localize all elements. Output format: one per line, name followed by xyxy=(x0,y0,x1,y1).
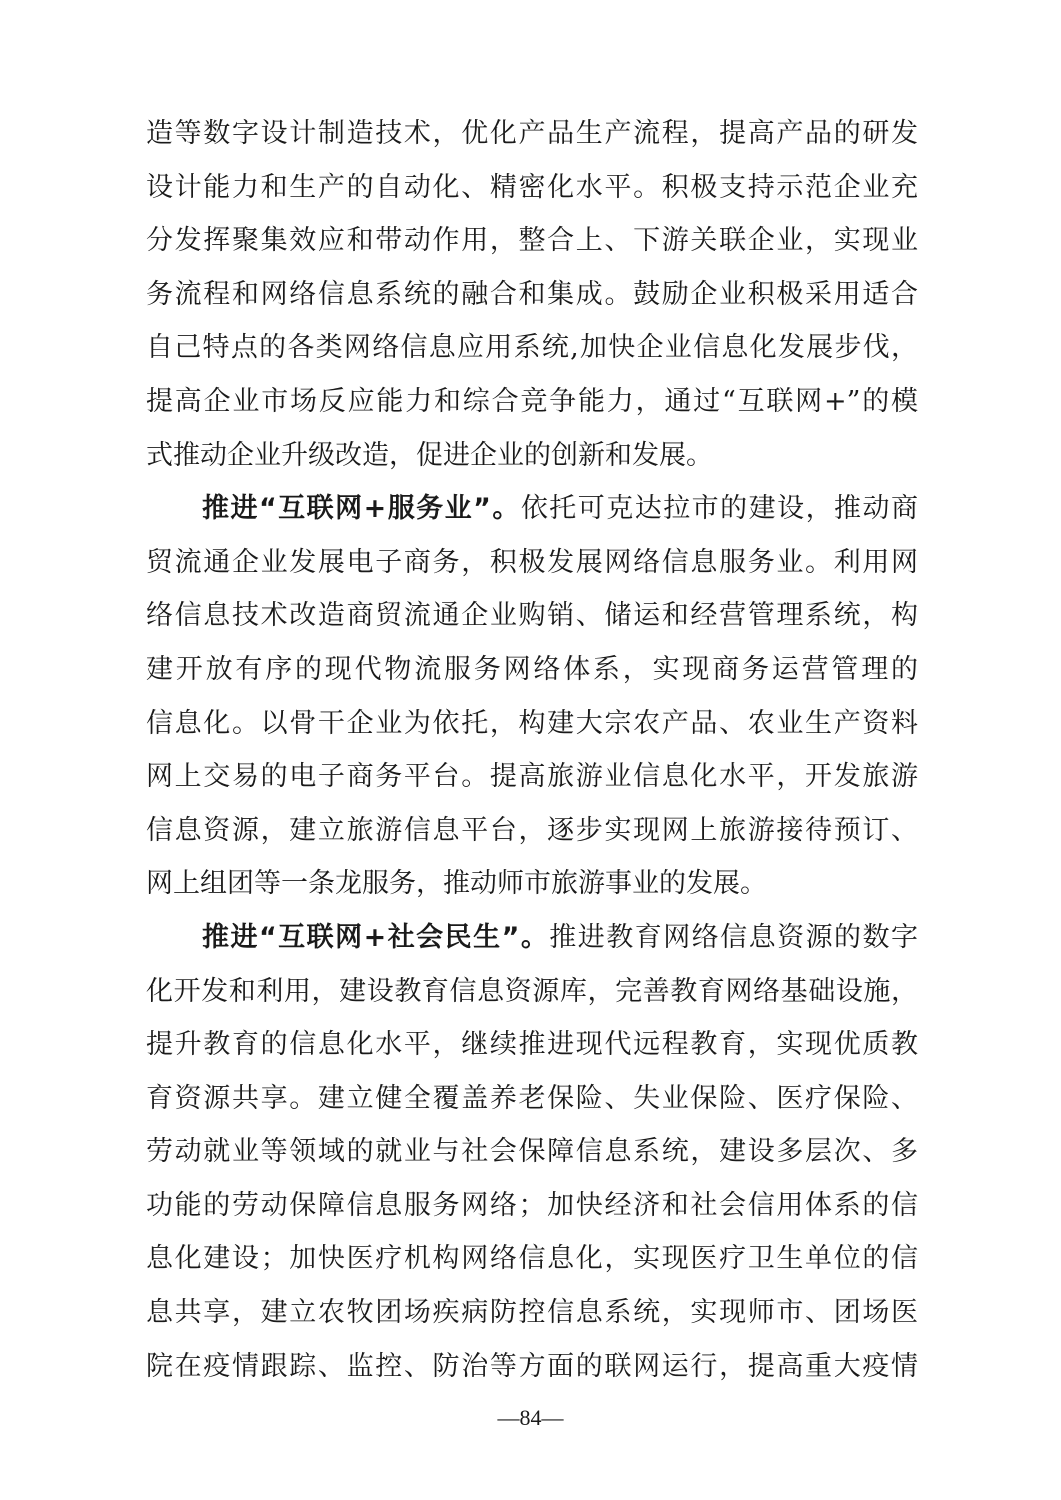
text-line: 网上交易的电子商务平台。提高旅游业信息化水平，开发旅游 xyxy=(146,761,918,793)
section-heading: 推进“互联网+服务业”。 xyxy=(202,493,521,525)
text-line xyxy=(146,911,918,965)
text-line: 建开放有序的现代物流服务网络体系，实现商务运营管理的 xyxy=(146,653,918,685)
text-line: 提升教育的信息化水平，继续推进现代远程教育，实现优质教 xyxy=(146,1029,918,1061)
text-line: 劳动就业等领域的就业与社会保障信息系统，建设多层次、多 xyxy=(146,1136,918,1168)
text-line: 络信息技术改造商贸流通企业购销、储运和经营管理系统，构 xyxy=(146,600,918,632)
paragraph-1 xyxy=(146,107,918,482)
text-line: 育资源共享。建立健全覆盖养老保险、失业保险、医疗保险、 xyxy=(146,1082,918,1114)
text-line: 信息资源，建立旅游信息平台，逐步实现网上旅游接待预订、 xyxy=(146,814,918,846)
paragraph-2 xyxy=(146,482,918,911)
text-line: 造等数字设计制造技术，优化产品生产流程，提高产品的研发 xyxy=(146,118,918,149)
text-line: 息共享，建立农牧团场疾病防控信息系统，实现师市、团场医 xyxy=(146,1297,918,1329)
text-line: 提高企业市场反应能力和综合竞争能力，通过“互联网+”的模 xyxy=(146,385,918,417)
text-line: 化开发和利用，建设教育信息资源库，完善教育网络基础设施， xyxy=(146,975,918,1007)
text-line: 息化建设；加快医疗机构网络信息化，实现医疗卫生单位的信 xyxy=(146,1243,918,1275)
text-line: 功能的劳动保障信息服务网络；加快经济和社会信用体系的信 xyxy=(146,1189,918,1221)
page-body xyxy=(146,107,918,1393)
text-run: 依托可克达拉市的建设，推动商 xyxy=(520,493,919,525)
text-line xyxy=(146,482,918,536)
text-line: 务流程和网络信息系统的融合和集成。鼓励企业积极采用适合 xyxy=(146,278,918,310)
text-line: 贸流通企业发展电子商务，积极发展网络信息服务业。利用网 xyxy=(146,546,918,578)
text-run: 推进教育网络信息资源的数字 xyxy=(549,921,918,953)
text-line: 院在疫情跟踪、监控、防治等方面的联网运行，提高重大疫情 xyxy=(146,1350,918,1382)
text-line: 自己特点的各类网络信息应用系统,加快企业信息化发展步伐， xyxy=(146,332,918,364)
text-line: 式推动企业升级改造，促进企业的创新和发展。 xyxy=(146,439,713,471)
section-heading: 推进“互联网+社会民生”。 xyxy=(202,921,550,953)
page-number: —84— xyxy=(497,1405,564,1430)
text-line: 网上组团等一条龙服务，推动师市旅游事业的发展。 xyxy=(146,868,767,900)
text-line: 信息化。以骨干企业为依托，构建大宗农产品、农业生产资料 xyxy=(146,707,918,739)
paragraph-3 xyxy=(146,911,918,1393)
text-line: 分发挥聚集效应和带动作用，整合上、下游关联企业，实现业 xyxy=(146,225,918,257)
text-line: 设计能力和生产的自动化、精密化水平。积极支持示范企业充 xyxy=(146,171,918,203)
